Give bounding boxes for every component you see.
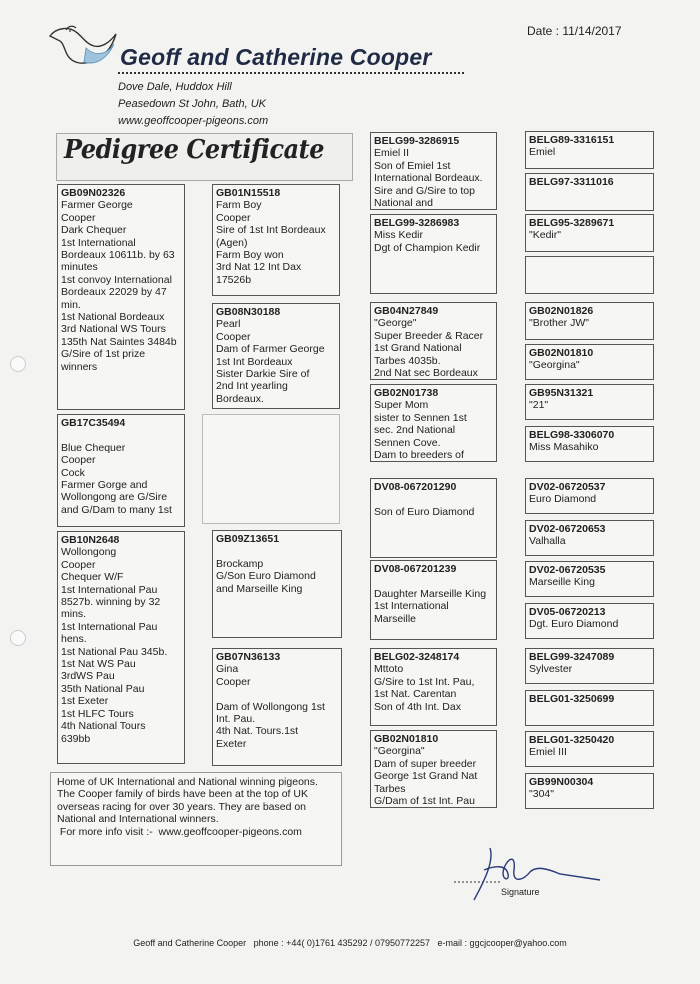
- punch-hole: [10, 356, 26, 372]
- pedigree-box-gen3: [370, 478, 497, 558]
- info-line: Home of UK International and National winning pigeons.: [57, 776, 318, 788]
- bird-details: Daughter Marseille King 1st International Marseille: [374, 587, 487, 625]
- ring-number: BELG98-3306070: [529, 429, 615, 441]
- pedigree-box-gen4: [525, 214, 654, 252]
- ring-number: DV02-06720537: [529, 481, 606, 493]
- info-box: [50, 772, 342, 866]
- pedigree-box-gen4: [525, 690, 654, 726]
- pedigree-box-gen3: [370, 384, 497, 462]
- pedigree-box-gen1: [57, 531, 185, 764]
- ring-number: GB10N2648: [61, 534, 120, 546]
- ring-number: GB01N15518: [216, 187, 281, 199]
- ring-number: GB95N31321: [529, 387, 594, 399]
- ring-number: GB02N01738: [374, 387, 439, 399]
- pedigree-box-gen2: [212, 530, 342, 638]
- bird-details: "Kedir": [529, 229, 561, 242]
- pedigree-box-gen2: [212, 184, 340, 296]
- ring-number: GB09N02326: [61, 187, 126, 199]
- ring-number: BELG02-3248174: [374, 651, 460, 663]
- dove-logo-icon: [46, 22, 120, 72]
- bird-details: Emiel II Son of Emiel 1st International Bordeaux. Sire and G/Sire to top National and: [374, 147, 483, 210]
- bird-details: Wollongong Cooper Chequer W/F 1st International Pau 8527b. winning by 32 mins. 1st International Pau hens. 1st National Pau 345b. 1st Nat WS Pau 3rdWS Pau 35th National Pau 1st Exeter 1st HLFC Tours 4th National Tours 639bb: [61, 546, 168, 745]
- signature-label: Signature: [501, 887, 540, 897]
- pedigree-box-gen2: [212, 303, 340, 409]
- bird-details: Euro Diamond: [529, 493, 597, 506]
- bird-details: Dgt. Euro Diamond: [529, 618, 619, 631]
- bird-details: "George" Super Breeder & Racer 1st Grand National Tarbes 4035b. 2nd Nat sec Bordeaux: [374, 317, 484, 380]
- bird-details: Miss Masahiko: [529, 441, 599, 454]
- bird-details: Pearl Cooper Dam of Farmer George 1st Int Bordeaux Sister Darkie Sire of 2nd Int yearling Bordeaux.: [216, 318, 325, 405]
- ring-number: GB09Z13651: [216, 533, 280, 545]
- ring-number: GB07N36133: [216, 651, 281, 663]
- ring-number: BELG89-3316151: [529, 134, 615, 146]
- page-title: Geoff and Catherine Cooper: [120, 44, 432, 70]
- certificate-title: Pedigree Certificate: [64, 135, 324, 165]
- bird-details: Farmer George Cooper Dark Chequer 1st International Bordeaux 10611b. by 63 minutes 1st convoy International Bordeaux 22029 by 47 min. 1st National Bordeaux 3rd National WS Tours 135th Nat Saintes 3484b G/Sire of 1st prize winners: [61, 199, 177, 373]
- ring-number: GB99N00304: [529, 776, 594, 788]
- bird-details: Son of Euro Diamond: [374, 505, 475, 518]
- bird-details: "Georgina" Dam of super breeder George 1st Grand Nat Tarbes G/Dam of 1st Int. Pau: [374, 745, 478, 808]
- bird-details: "304": [529, 788, 554, 801]
- pedigree-box-gen4: [525, 478, 654, 514]
- ring-number: GB08N30188: [216, 306, 281, 318]
- pedigree-box-gen4: [525, 648, 654, 684]
- ring-number: BELG01-3250699: [529, 693, 615, 705]
- info-line: overseas racing for over 30 years. They are based on: [57, 800, 307, 813]
- pedigree-box-gen2-empty: [202, 414, 340, 524]
- ring-number: GB02N01810: [374, 733, 439, 745]
- pedigree-box-gen4: [525, 302, 654, 340]
- ring-number: BELG99-3286983: [374, 217, 460, 229]
- bird-details: Farm Boy Cooper Sire of 1st Int Bordeaux (Agen) Farm Boy won 3rd Nat 12 Int Dax 17526b: [216, 199, 326, 286]
- address-line-1: Dove Dale, Huddox Hill: [118, 81, 232, 93]
- bird-details: "Brother JW": [529, 317, 589, 330]
- pedigree-box-gen4: [525, 131, 654, 169]
- address-block: [118, 79, 268, 130]
- ring-number: BELG97-3311016: [529, 176, 614, 188]
- bird-details: Marseille King: [529, 576, 595, 589]
- title-divider: [118, 72, 464, 74]
- ring-number: DV02-06720535: [529, 564, 606, 576]
- pedigree-box-gen3: [370, 132, 497, 210]
- bird-details: Gina Cooper Dam of Wollongong 1st Int. Pau. 4th Nat. Tours.1st Exeter: [216, 663, 325, 750]
- pedigree-box-gen4: [525, 731, 654, 767]
- bird-details: Valhalla: [529, 535, 566, 548]
- date-label: Date : 11/14/2017: [527, 24, 622, 38]
- punch-hole: [10, 630, 26, 646]
- ring-number: DV02-06720653: [529, 523, 606, 535]
- ring-number: BELG95-3289671: [529, 217, 615, 229]
- bird-details: Sylvester: [529, 663, 573, 676]
- pedigree-box-gen3: [370, 648, 497, 726]
- info-line: For more info visit :- www.geoffcooper-pigeons.com: [57, 825, 302, 838]
- pedigree-box-gen4: [525, 173, 654, 211]
- bird-details: Blue Chequer Cooper Cock Farmer Gorge and Wollongong are G/Sire and G/Dam to many 1st: [61, 441, 172, 516]
- website-link[interactable]: www.geoffcooper-pigeons.com: [118, 115, 269, 127]
- pedigree-box-gen3: [370, 560, 497, 640]
- bird-details: Super Mom sister to Sennen 1st sec. 2nd National Sennen Cove. Dam to breeders of: [374, 399, 467, 462]
- pedigree-box-gen4: [525, 426, 654, 462]
- ring-number: GB02N01810: [529, 347, 594, 359]
- pedigree-box-gen1: [57, 414, 185, 527]
- pedigree-box-gen4: [525, 773, 654, 809]
- footer-contact: Geoff and Catherine Cooper phone : +44( 0)1761 435292 / 07950772257 e-mail : ggcjcooper@yahoo.com: [133, 938, 567, 948]
- ring-number: DV08-067201290: [374, 481, 457, 493]
- bird-details: "21": [529, 399, 549, 412]
- pedigree-box-gen4: [525, 384, 654, 420]
- pedigree-box-gen4: [525, 561, 654, 597]
- pedigree-box-gen4: [525, 256, 654, 294]
- ring-number: BELG01-3250420: [529, 734, 615, 746]
- pedigree-box-gen3: [370, 730, 497, 808]
- bird-details: Emiel: [529, 146, 556, 159]
- bird-details: Emiel III: [529, 746, 567, 759]
- ring-number: BELG99-3286915: [374, 135, 460, 147]
- pedigree-box-gen1: [57, 184, 185, 410]
- pedigree-box-gen2: [212, 648, 342, 766]
- pedigree-box-gen4: [525, 344, 654, 380]
- info-line: The Cooper family of birds have been at the top of UK: [57, 788, 308, 801]
- bird-details: Brockamp G/Son Euro Diamond and Marseille King: [216, 557, 316, 595]
- ring-number: GB04N27849: [374, 305, 439, 317]
- ring-number: GB17C35494: [61, 417, 126, 429]
- pedigree-box-gen3: [370, 302, 497, 380]
- ring-number: DV08-067201239: [374, 563, 457, 575]
- pedigree-box-gen4: [525, 603, 654, 639]
- ring-number: BELG99-3247089: [529, 651, 615, 663]
- bird-details: Mttoto G/Sire to 1st Int. Pau, 1st Nat. Carentan Son of 4th Int. Dax: [374, 663, 475, 713]
- ring-number: DV05-06720213: [529, 606, 606, 618]
- pedigree-box-gen4: [525, 520, 654, 556]
- bird-details: "Georgina": [529, 359, 580, 372]
- ring-number: GB02N01826: [529, 305, 594, 317]
- signature-scribble-icon: [450, 840, 610, 912]
- pedigree-box-gen3: [370, 214, 497, 294]
- address-line-2: Peasedown St John, Bath, UK: [118, 98, 266, 110]
- info-line: National and International winners.: [57, 813, 219, 826]
- bird-details: Miss Kedir Dgt of Champion Kedir: [374, 229, 481, 254]
